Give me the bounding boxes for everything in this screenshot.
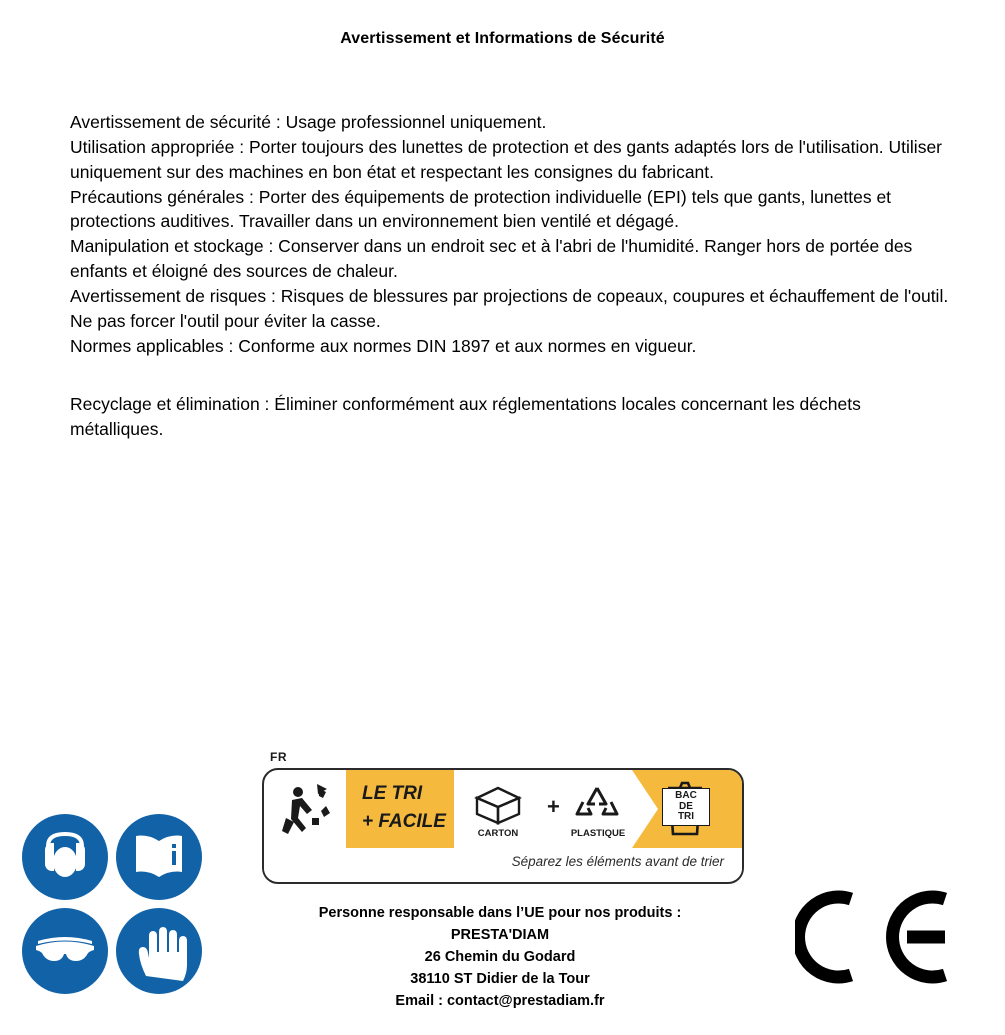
pictogram-row-top — [18, 810, 218, 904]
carton-label: CARTON — [477, 828, 519, 839]
plastic-label: PLASTIQUE — [570, 828, 626, 839]
tri-arrow-shape — [632, 770, 658, 848]
responsible-person-heading-suffix: pour nos produits : — [544, 905, 682, 921]
tri-footer-band — [264, 848, 742, 880]
tri-language-code: FR — [270, 750, 287, 764]
page-title: Avertissement et Informations de Sécurité — [340, 30, 665, 47]
paragraph-risk-warning: Avertissement de risques : Risques de blessures par projections de copeaux, coupures et échauffement de l'outil. Ne pas forcer l'outil pour éviter la casse. — [70, 285, 949, 331]
company-city: 38110 ST Didier de la Tour — [410, 971, 590, 988]
responsible-person-heading-ue: UE — [524, 905, 545, 921]
safety-text-block — [70, 110, 950, 442]
bin-label-line2: DE — [679, 800, 693, 812]
paragraph-standards: Normes applicables : Conforme aux normes DIN 1897 et aux normes en vigueur. — [70, 335, 697, 356]
bin-label-line1: BAC — [675, 790, 697, 801]
responsible-person-heading-prefix: Personne responsable dans l’ — [318, 905, 525, 921]
bin-label-line3: TRI — [677, 811, 695, 822]
plastic-recycle-icon — [569, 782, 625, 826]
paragraph-appropriate-use: Utilisation appropriée : Porter toujours des lunettes de protection et des gants adaptés lors de l'utilisation. Utiliser uniquement sur des machines en bon état et respectant les consignes du fabricant. — [70, 136, 943, 182]
read-manual-icon — [116, 814, 202, 900]
company-street: 26 Chemin du Godard — [424, 949, 576, 966]
tri-label-box — [262, 768, 744, 884]
ear-protection-icon — [22, 814, 108, 900]
tri-headline — [362, 780, 454, 835]
ce-mark-icon — [795, 885, 955, 990]
paragraph-recycling: Recyclage et élimination : Éliminer conformément aux réglementations locales concernant les déchets métalliques. — [70, 394, 861, 440]
triman-icon — [268, 772, 346, 850]
carton-icon — [469, 782, 527, 826]
tri-footer-text: Séparez les éléments avant de trier — [511, 854, 724, 869]
responsible-person-block — [190, 902, 810, 1012]
responsible-person-heading — [190, 902, 810, 924]
company-email: Email : contact@prestadiam.fr — [395, 993, 605, 1010]
tri-headline-line1: LE TRI — [362, 783, 423, 804]
tri-headline-line2: + FACILE — [362, 810, 446, 832]
pictogram-grid — [18, 810, 218, 998]
company-name: PRESTA'DIAM — [450, 927, 550, 944]
pictogram-row-bottom — [18, 904, 218, 998]
eye-protection-icon — [22, 908, 108, 994]
recycling-label — [262, 750, 742, 885]
bin-label — [662, 788, 710, 826]
paragraph-handling-storage: Manipulation et stockage : Conserver dans un endroit sec et à l'abri de l'humidité. Ranger hors de portée des enfants et éloigné des sources de chaleur. — [70, 236, 913, 282]
tri-plus-sign: + — [547, 794, 560, 819]
document-page — [0, 30, 1005, 1035]
paragraph-safety-warning: Avertissement de sécurité : Usage professionnel uniquement. — [70, 112, 547, 132]
paragraph-general-precautions: Précautions générales : Porter des équipements de protection individuelle (EPI) tels que gants, lunettes et protections auditives. Travailler dans un environnement bien ventilé et dégagé. — [70, 186, 892, 232]
